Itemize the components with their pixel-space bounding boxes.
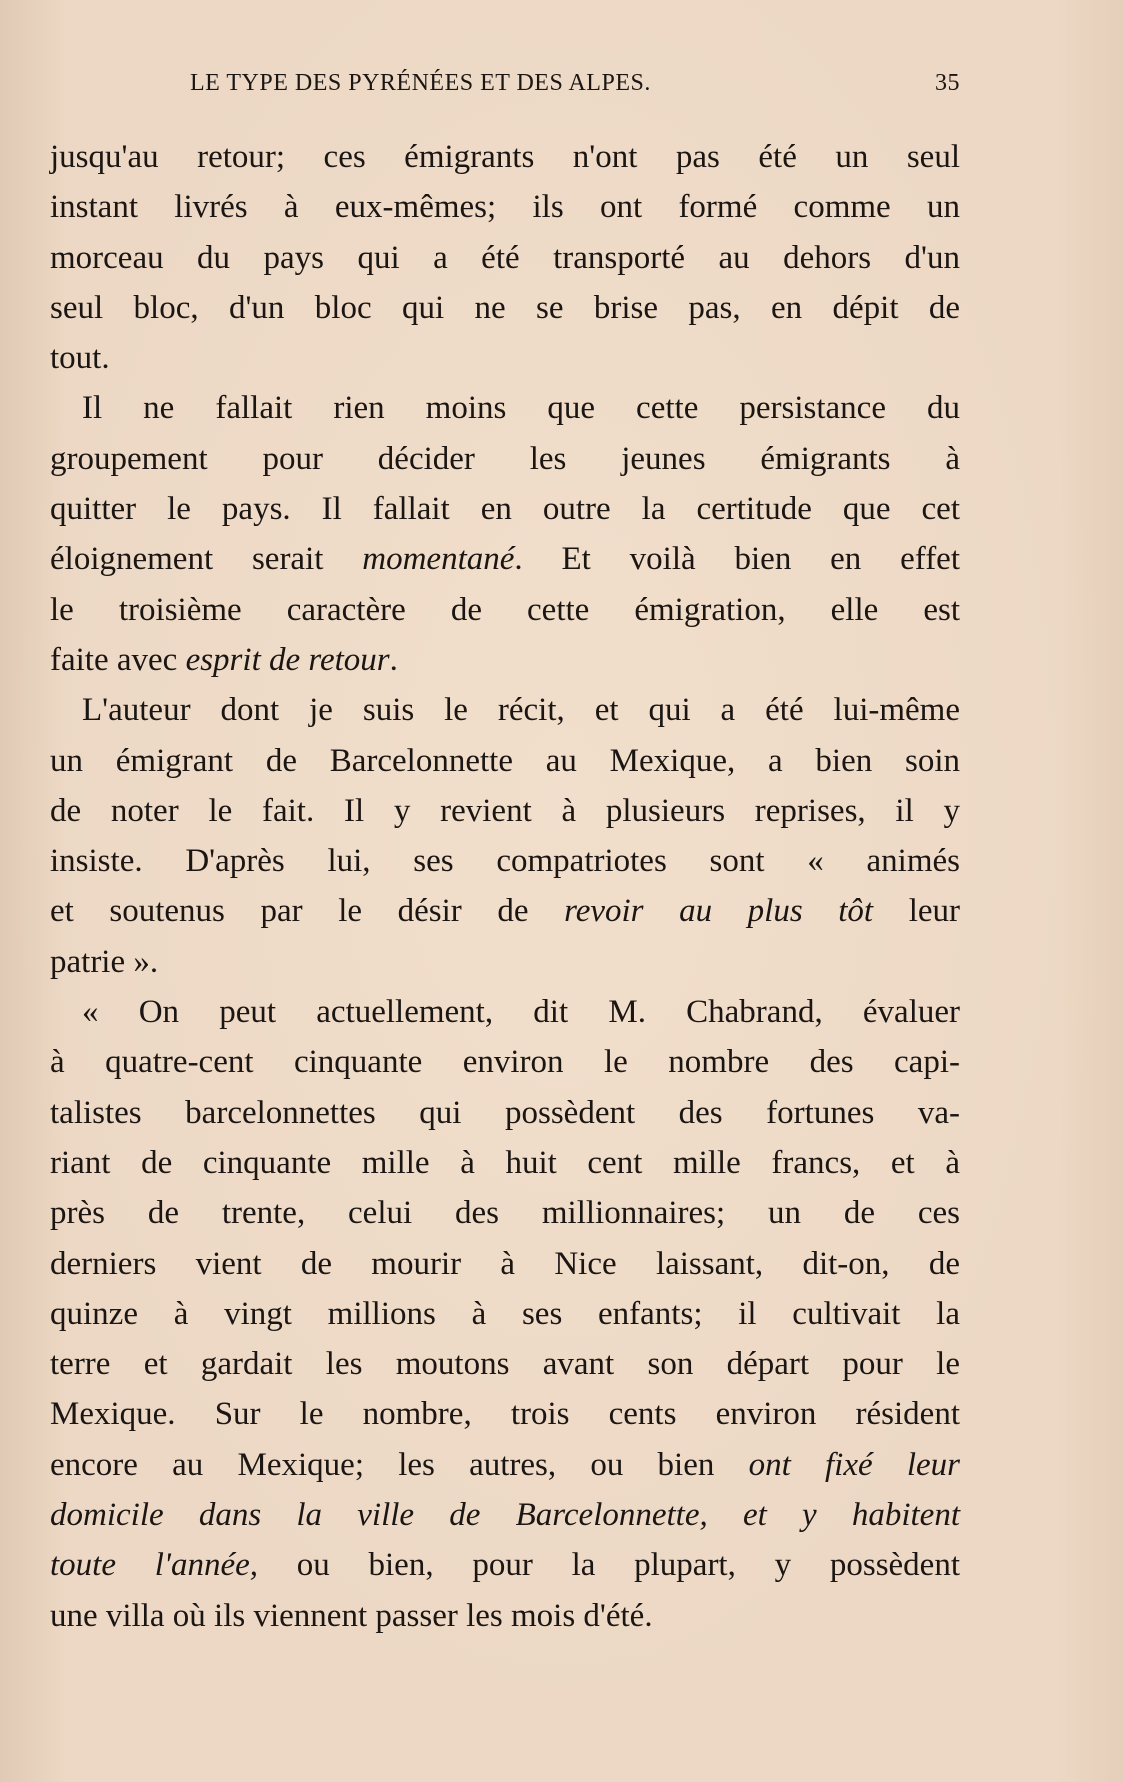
text-line: seul bloc, d'un bloc qui ne se brise pas, en dépit de — [50, 289, 960, 326]
text-line: patrie ». — [50, 943, 159, 980]
text-line: riant de cinquante mille à huit cent mille francs, et à — [50, 1144, 960, 1181]
text-line: Mexique. Sur le nombre, trois cents environ résident — [50, 1396, 960, 1433]
text-line: et soutenus par le désir de revoir au plus tôt leur — [50, 893, 960, 930]
text-line: près de trente, celui des millionnaires; un de ces — [50, 1195, 960, 1232]
text-line: talistes barcelonnettes qui possèdent des fortunes va- — [50, 1094, 960, 1131]
text-line: Il ne fallait rien moins que cette persistance du — [82, 390, 960, 427]
text-line: faite avec esprit de retour. — [50, 641, 398, 678]
text-line: éloignement serait momentané. Et voilà bien en effet — [50, 541, 960, 578]
running-head — [50, 70, 960, 110]
text-line: de noter le fait. Il y revient à plusieurs reprises, il y — [50, 792, 960, 829]
text-line: insiste. D'après lui, ses compatriotes sont « animés — [50, 843, 960, 880]
running-title: LE TYPE DES PYRÉNÉES ET DES ALPES. — [190, 70, 651, 96]
text-line — [50, 1490, 960, 1540]
text-line: jusqu'au retour; ces émigrants n'ont pas été un seul — [50, 139, 960, 175]
paragraph-1 — [50, 132, 960, 383]
text-line: quitter le pays. Il fallait en outre la certitude que cet — [50, 491, 960, 528]
text-line: toute l'année, ou bien, pour la plupart, y possèdent — [50, 1547, 960, 1584]
italic-phrase: momentané — [362, 541, 515, 578]
text-line: encore au Mexique; les autres, ou bien ont fixé leur — [50, 1446, 960, 1483]
text-line: le troisième caractère de cette émigration, elle est — [50, 591, 960, 628]
italic-phrase: esprit de retour — [185, 641, 390, 678]
paragraph-3 — [50, 685, 960, 987]
body-text — [50, 132, 960, 1641]
paragraph-4 — [50, 987, 960, 1641]
paragraph-2 — [50, 383, 960, 685]
italic-phrase: toute l'année, — [50, 1547, 259, 1584]
text-line: terre et gardait les moutons avant son départ pour le — [50, 1346, 960, 1383]
text-line: L'auteur dont je suis le récit, et qui a été lui-même — [82, 692, 960, 729]
italic-phrase: domicile dans la ville de Barcelonnette, et y habitent — [50, 1497, 960, 1534]
text-line: à quatre-cent cinquante environ le nombre des capi- — [50, 1044, 960, 1081]
text-line: une villa où ils viennent passer les mois d'été. — [50, 1597, 653, 1634]
text-line: un émigrant de Barcelonnette au Mexique, a bien soin — [50, 742, 960, 779]
text-line: quinze à vingt millions à ses enfants; il cultivait la — [50, 1295, 960, 1332]
italic-phrase: ont fixé leur — [748, 1446, 960, 1483]
text-line: groupement pour décider les jeunes émigrants à — [50, 440, 960, 477]
page-number: 35 — [935, 70, 960, 96]
text-line: tout. — [50, 340, 110, 377]
text-line: « On peut actuellement, dit M. Chabrand, évaluer — [82, 994, 960, 1031]
text-line: morceau du pays qui a été transporté au dehors d'un — [50, 239, 960, 276]
text-line: instant livrés à eux-mêmes; ils ont formé comme un — [50, 189, 960, 226]
text-line: derniers vient de mourir à Nice laissant, dit-on, de — [50, 1245, 960, 1282]
italic-phrase: revoir au plus tôt — [564, 893, 874, 930]
